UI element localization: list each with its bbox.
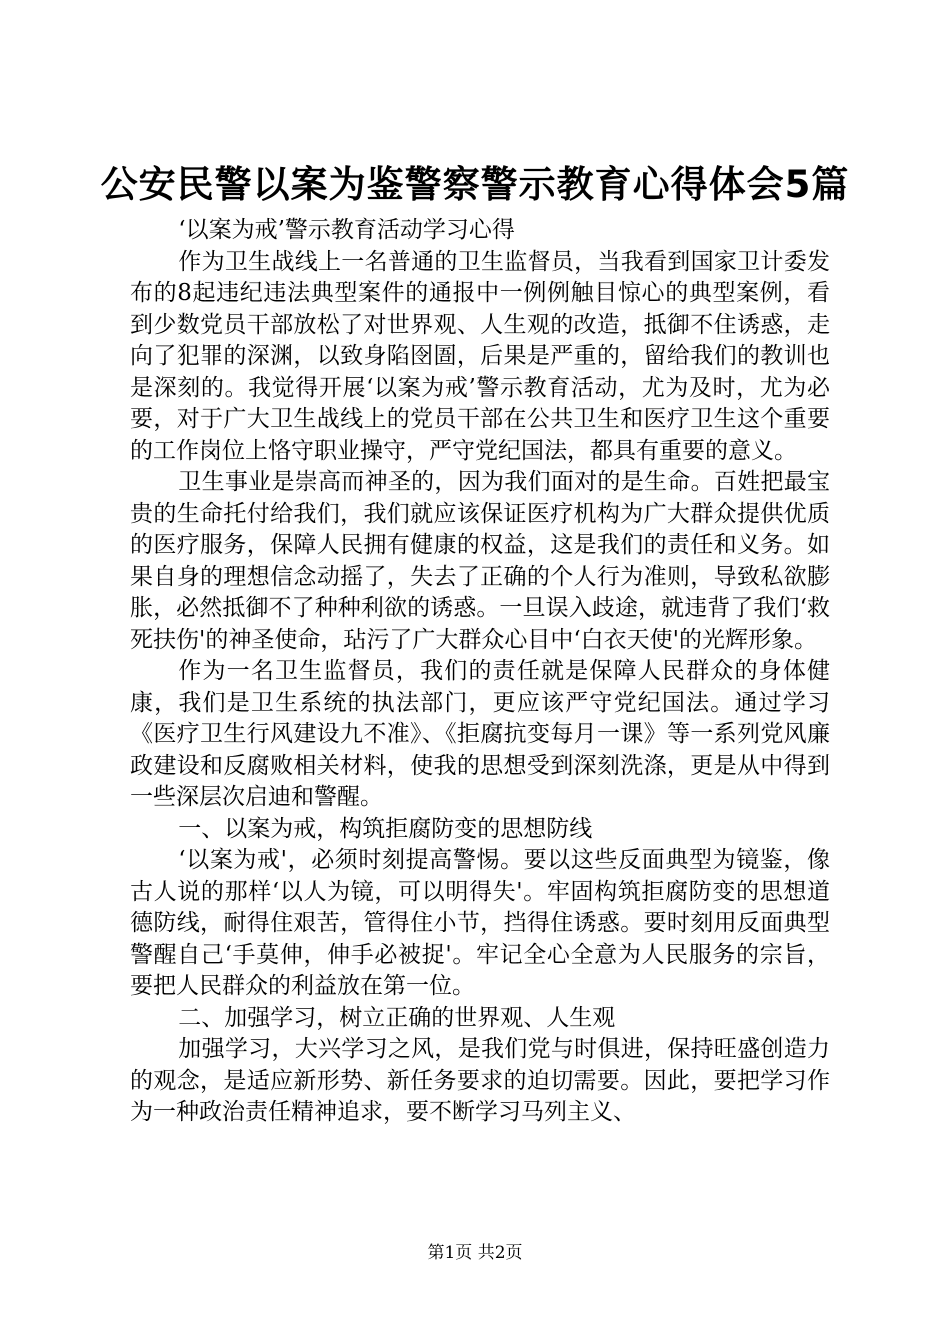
document-title: 公安民警以案为鉴警察警示教育心得体会5篇 xyxy=(100,163,850,206)
page-number-footer: 第1页 共2页 xyxy=(427,1243,523,1263)
document-body xyxy=(130,215,830,1129)
section-heading: 二、加强学习，树立正确的世界观、人生观 xyxy=(178,1004,616,1031)
paragraph: 作为一名卫生监督员，我们的责任就是保障人民群众的身体健康，我们是卫生系统的执法部门，更应该严守党纪国法。通过学习《医疗卫生行风建设九不准》、《拒腐抗变每月一课》等一系列党风廉政建设和反腐败相关材料，使我的思想受到深刻洗涤，更是从中得到一些深层次启迪和警醒。 xyxy=(130,658,830,810)
paragraph: 加强学习，大兴学习之风，是我们党与时俱进，保持旺盛创造力的观念，是适应新形势、新任务要求的迫切需要。因此，要把学习作为一种政治责任精神追求，要不断学习马列主义、 xyxy=(130,1036,830,1125)
paragraph: ‘以案为戒'，必须时刻提高警惕。要以这些反面典型为镜鉴，像古人说的那样‘以人为镜，可以明得失'。牢固构筑拒腐防变的思想道德防线，耐得住艰苦，管得住小节，挡得住诱惑。要时刻用反面典型警醒自己‘手莫伸，伸手必被捉'。牢记全心全意为人民服务的宗旨，要把人民群众的利益放在第一位。 xyxy=(130,847,830,999)
paragraph: 卫生事业是崇高而神圣的，因为我们面对的是生命。百姓把最宝贵的生命托付给我们，我们就应该保证医疗机构为广大群众提供优质的医疗服务，保障人民拥有健康的权益，这是我们的责任和义务。如果自身的理想信念动摇了，失去了正确的个人行为准则，导致私欲膨胀，必然抵御不了种种利欲的诱惑。一旦误入歧途，就违背了我们‘救死扶伤'的神圣使命，玷污了广大群众心目中‘白衣天使'的光辉形象。 xyxy=(130,469,830,653)
section-subtitle: ‘以案为戒’警示教育活动学习心得 xyxy=(178,217,515,243)
paragraph: 作为卫生战线上一名普通的卫生监督员，当我看到国家卫计委发布的8起违纪违法典型案件的通报中一例例触目惊心的典型案例，看到少数党员干部放松了对世界观、人生观的改造，抵御不住诱惑，走向了犯罪的深渊，以致身陷囹圄，后果是严重的，留给我们的教训也是深刻的。我觉得开展‘以案为戒’警示教育活动，尤为及时，尤为必要，对于广大卫生战线上的党员干部在公共卫生和医疗卫生这个重要的工作岗位上恪守职业操守，严守党纪国法，都具有重要的意义。 xyxy=(130,248,830,464)
section-heading: 一、以案为戒，构筑拒腐防变的思想防线 xyxy=(178,815,593,842)
